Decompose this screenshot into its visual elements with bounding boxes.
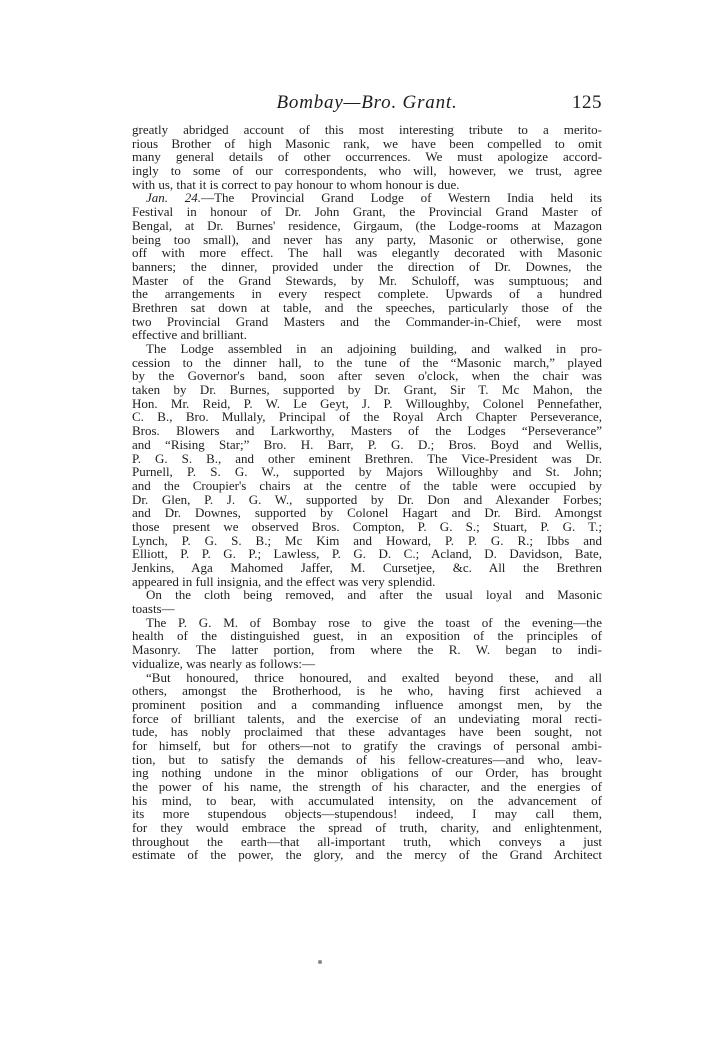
text-line: Jenkins, Aga Mahomed Jaffer, M. Cursetjee, &c. All the Brethren [132,560,602,575]
text-line: The Lodge assembled in an adjoining building, and walked in pro- [146,341,602,356]
text-line: throughout the earth—that all-important truth, which conveys a just [132,833,602,849]
text-line: Bengal, at Dr. Burnes' residence, Girgaum, (the Lodge-rooms at Mazagon [132,217,602,233]
text-line: effective and brilliant. [132,327,247,343]
text-line: ing nothing undone in the minor obligations of our Order, has brought [132,765,602,781]
text-line: Hon. Mr. Reid, P. W. Le Geyt, J. P. Willoughby, Colonel Pennefather, [132,395,602,411]
running-header [132,92,602,118]
text-line: greatly abridged account of this most interesting tribute to a merito- [132,122,602,137]
date-italic: Jan. 24. [146,190,202,206]
ink-speck [318,960,322,964]
text-line: appeared in full insignia, and the effect was very splendid. [132,573,436,589]
text-line: the arrangements in every respect complete. Upwards of a hundred [132,286,602,302]
text-line: two Provincial Grand Masters and the Commander-in-Chief, were most [132,313,602,329]
text-line: many general details of other occurrences. We must apologize accord- [132,149,602,165]
text-line: P. G. S. B., and other eminent Brethren. The Vice-President was Dr. [132,450,602,466]
text-line: and “Rising Star;” Bro. H. Barr, P. G. D.; Bros. Boyd and Wellis, [132,436,602,452]
text-line: Masonry. The latter portion, from where the R. W. began to indi- [132,642,602,658]
text-line: ingly to some of our correspondents, who will, however, we trust, agree [132,163,602,179]
text-line: banners; the dinner, provided under the direction of Dr. Downes, the [132,258,602,274]
text-line: Master of the Grand Stewards, by Mr. Schuloff, was sumptuous; and [132,272,602,288]
text-line: vidualize, was nearly as follows:— [132,655,316,671]
text-line: those present we observed Bros. Compton, P. G. S.; Stuart, P. G. T.; [132,518,602,534]
text-line: taken by Dr. Burnes, supported by Dr. Grant, Sir T. Mc Mahon, the [132,382,602,398]
text-line: for himself, but for others—not to gratify the cravings of personal ambi- [132,737,602,753]
text-line: Elliott, P. P. G. P.; Lawless, P. G. D. C.; Acland, D. Davidson, Bate, [132,546,602,562]
text-line: The P. G. M. of Bombay rose to give the toast of the evening—the [146,614,602,630]
text-line: Bros. Blowers and Larkworthy, Masters of the Lodges “Perseverance” [132,423,602,439]
text-line: and Dr. Downes, supported by Colonel Hagart and Dr. Bird. Amongst [132,505,602,521]
text-line: On the cloth being removed, and after the usual loyal and Masonic [146,587,602,603]
text-line: cession to the dinner hall, to the tune of the “Masonic march,” played [132,354,602,370]
text-line: his mind, to bear, with accumulated intensity, on the advancement of [132,792,602,808]
text-line: Purnell, P. S. G. W., supported by Majors Willoughby and St. John; [132,464,602,480]
text-line: off with more effect. The hall was elegantly decorated with Masonic [132,245,602,261]
text-line: health of the distinguished guest, in an exposition of the principles of [132,628,602,644]
text-line: Dr. Glen, P. J. G. W., supported by Dr. Don and Alexander Forbes; [132,491,602,507]
text-line: tude, has nobly proclaimed that these advantages have been sought, not [132,724,602,740]
text-line: its more stupendous objects—stupendous! indeed, I may call them, [132,806,602,822]
text-line: Lynch, P. G. S. B.; Mc Kim and Howard, P. P. G. R.; Ibbs and [132,532,602,548]
text-line: Brethren sat down at table, and the speeches, particularly those of the [132,299,602,315]
page-number: 125 [572,92,602,113]
body-text [132,123,602,862]
text-line: and the Croupier's chairs at the centre of the table were occupied by [132,477,602,493]
text-line: by the Governor's band, soon after seven o'clock, when the chair was [132,368,602,384]
text-line: Festival in honour of Dr. John Grant, the Provincial Grand Master of [132,204,602,220]
text-line: prominent position and a commanding influence amongst men, by the [132,696,602,712]
text-line: force of brilliant talents, and the exercise of an undeviating moral recti- [132,710,602,726]
text-line: tion, but to satisfy the demands of his fellow-creatures—and who, leav- [132,751,602,767]
text-line: estimate of the power, the glory, and the mercy of the Grand Architect [132,847,602,863]
text-line: the power of his name, the strength of his character, and the energies of [132,779,602,794]
text-line: Jan. 24.—The Provincial Grand Lodge of Western India held its [146,190,602,206]
text-line: toasts— [132,601,175,617]
text-line: being too small), and never has any party, Masonic or otherwise, gone [132,231,602,247]
text-line: C. B., Bro. Mullaly, Principal of the Royal Arch Chapter Perseverance, [132,409,602,425]
text-line: rious Brother of high Masonic rank, we have been compelled to omit [132,135,602,151]
running-title: Bombay—Bro. Grant. [276,92,458,113]
text-line: for they would embrace the spread of truth, charity, and enlightenment, [132,820,602,836]
text-line: with us, that it is correct to pay honour to whom honour is due. [132,176,460,192]
text-line: others, amongst the Brotherhood, is he who, having first achieved a [132,683,602,699]
text-line: “But honoured, thrice honoured, and exalted beyond these, and all [146,669,602,685]
